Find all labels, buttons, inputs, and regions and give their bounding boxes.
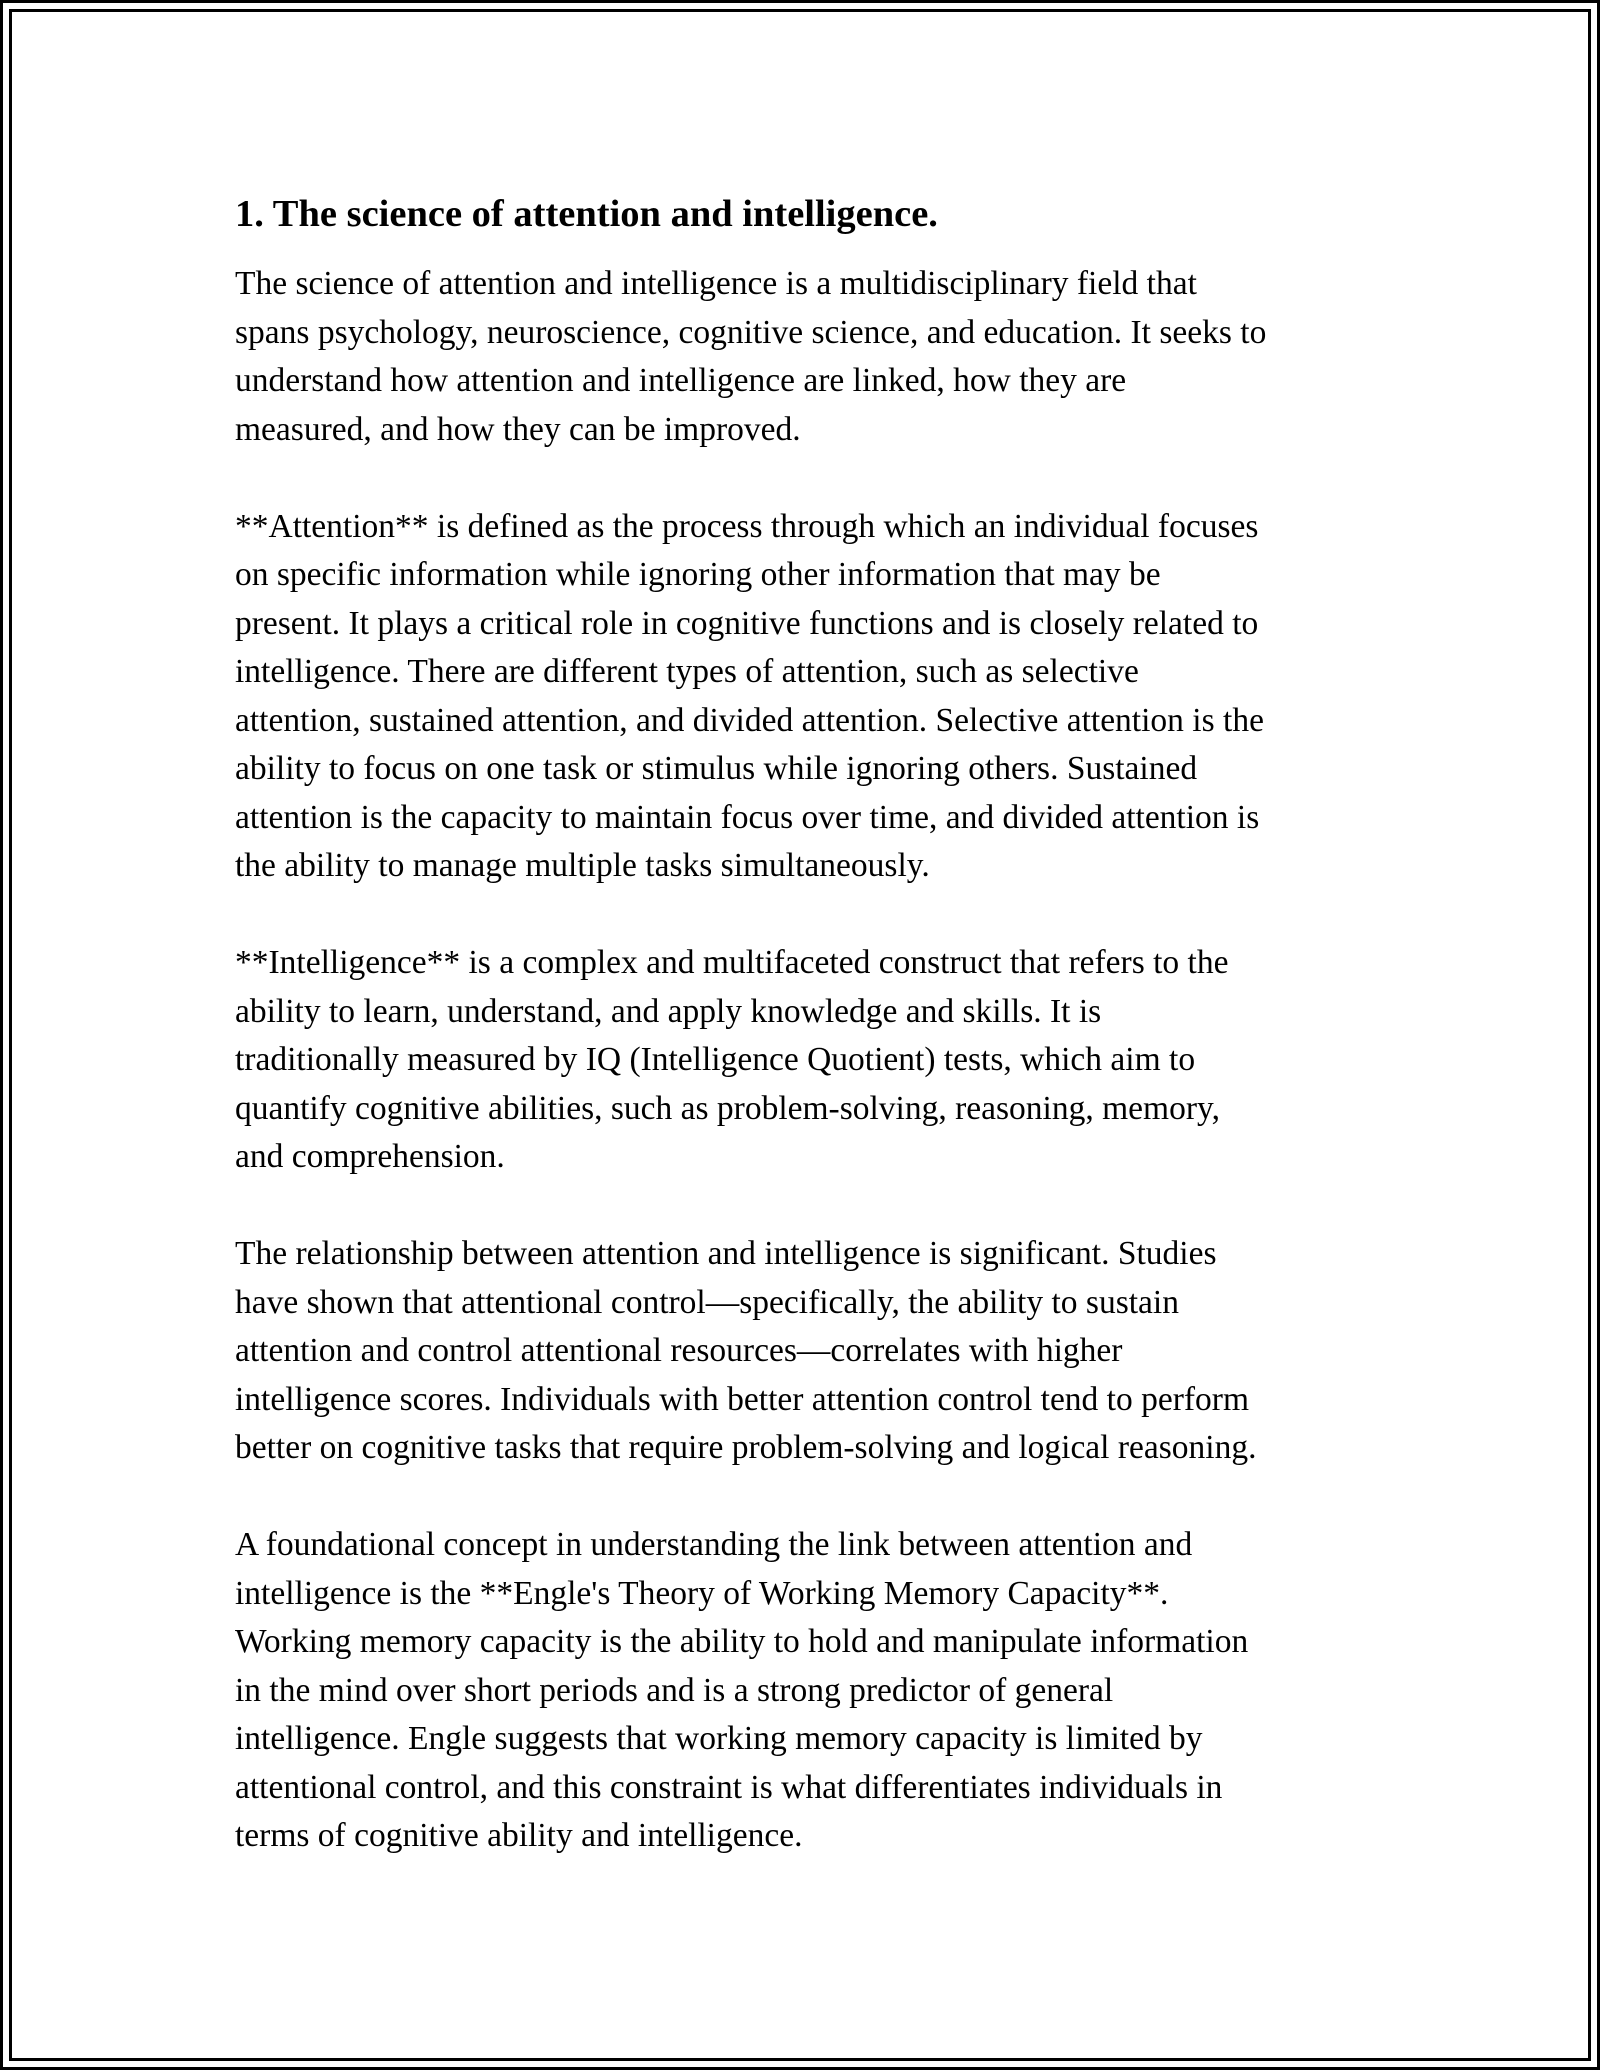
section-title: 1. The science of attention and intelligence. — [235, 193, 938, 235]
text-line: the ability to manage multiple tasks simultaneously. — [235, 847, 930, 884]
text-line: quantify cognitive abilities, such as problem-solving, reasoning, memory, — [235, 1089, 1220, 1127]
document-body — [235, 190, 1375, 1909]
text-line: and comprehension. — [235, 1138, 505, 1175]
text-line: intelligence scores. Individuals with better attention control tend to perform — [235, 1380, 1250, 1418]
text-line: measured, and how they can be improved. — [235, 410, 801, 448]
text-line: The science of attention and intelligence is a multidisciplinary field that — [235, 265, 1197, 302]
text-line: Working memory capacity is the ability to hold and manipulate information — [235, 1623, 1249, 1660]
paragraph-relationship — [235, 1230, 1375, 1473]
text-line: terms of cognitive ability and intelligence. — [235, 1817, 803, 1854]
text-line: ability to focus on one task or stimulus while ignoring others. Sustained — [235, 750, 1198, 787]
text-line: on specific information while ignoring other information that may be — [235, 556, 1161, 593]
text-line: in the mind over short periods and is a strong predictor of general — [235, 1671, 1114, 1709]
paragraph-attention — [235, 503, 1375, 891]
paragraph-engle-theory — [235, 1521, 1375, 1861]
paragraph-intelligence — [235, 939, 1375, 1182]
text-line: **Attention** is defined as the process through which an individual focuses — [235, 507, 1259, 545]
text-line: A foundational concept in understanding the link between attention and — [235, 1526, 1193, 1563]
paragraph-intro — [235, 260, 1375, 454]
text-line: intelligence. Engle suggests that working memory capacity is limited by — [235, 1720, 1203, 1757]
text-line: spans psychology, neuroscience, cognitive science, and education. It seeks to — [235, 313, 1267, 351]
text-line: intelligence. There are different types of attention, such as selective — [235, 653, 1139, 690]
text-line: understand how attention and intelligence are linked, how they are — [235, 362, 1127, 399]
text-line: better on cognitive tasks that require problem-solving and logical reasoning. — [235, 1429, 1257, 1466]
text-line: ability to learn, understand, and apply knowledge and skills. It is — [235, 992, 1102, 1030]
text-line: traditionally measured by IQ (Intelligence Quotient) tests, which aim to — [235, 1041, 1196, 1078]
text-line: The relationship between attention and intelligence is significant. Studies — [235, 1235, 1217, 1272]
text-line: attention, sustained attention, and divided attention. Selective attention is the — [235, 701, 1264, 739]
text-line: attention and control attentional resources—correlates with higher — [235, 1332, 1123, 1369]
text-line: attentional control, and this constraint is what differentiates individuals in — [235, 1768, 1223, 1806]
text-line: intelligence is the **Engle's Theory of Working Memory Capacity**. — [235, 1574, 1169, 1612]
text-line: **Intelligence** is a complex and multifaceted construct that refers to the — [235, 944, 1229, 981]
text-line: present. It plays a critical role in cognitive functions and is closely related to — [235, 604, 1259, 642]
text-line: attention is the capacity to maintain focus over time, and divided attention is — [235, 798, 1260, 836]
text-line: have shown that attentional control—specifically, the ability to sustain — [235, 1283, 1179, 1321]
